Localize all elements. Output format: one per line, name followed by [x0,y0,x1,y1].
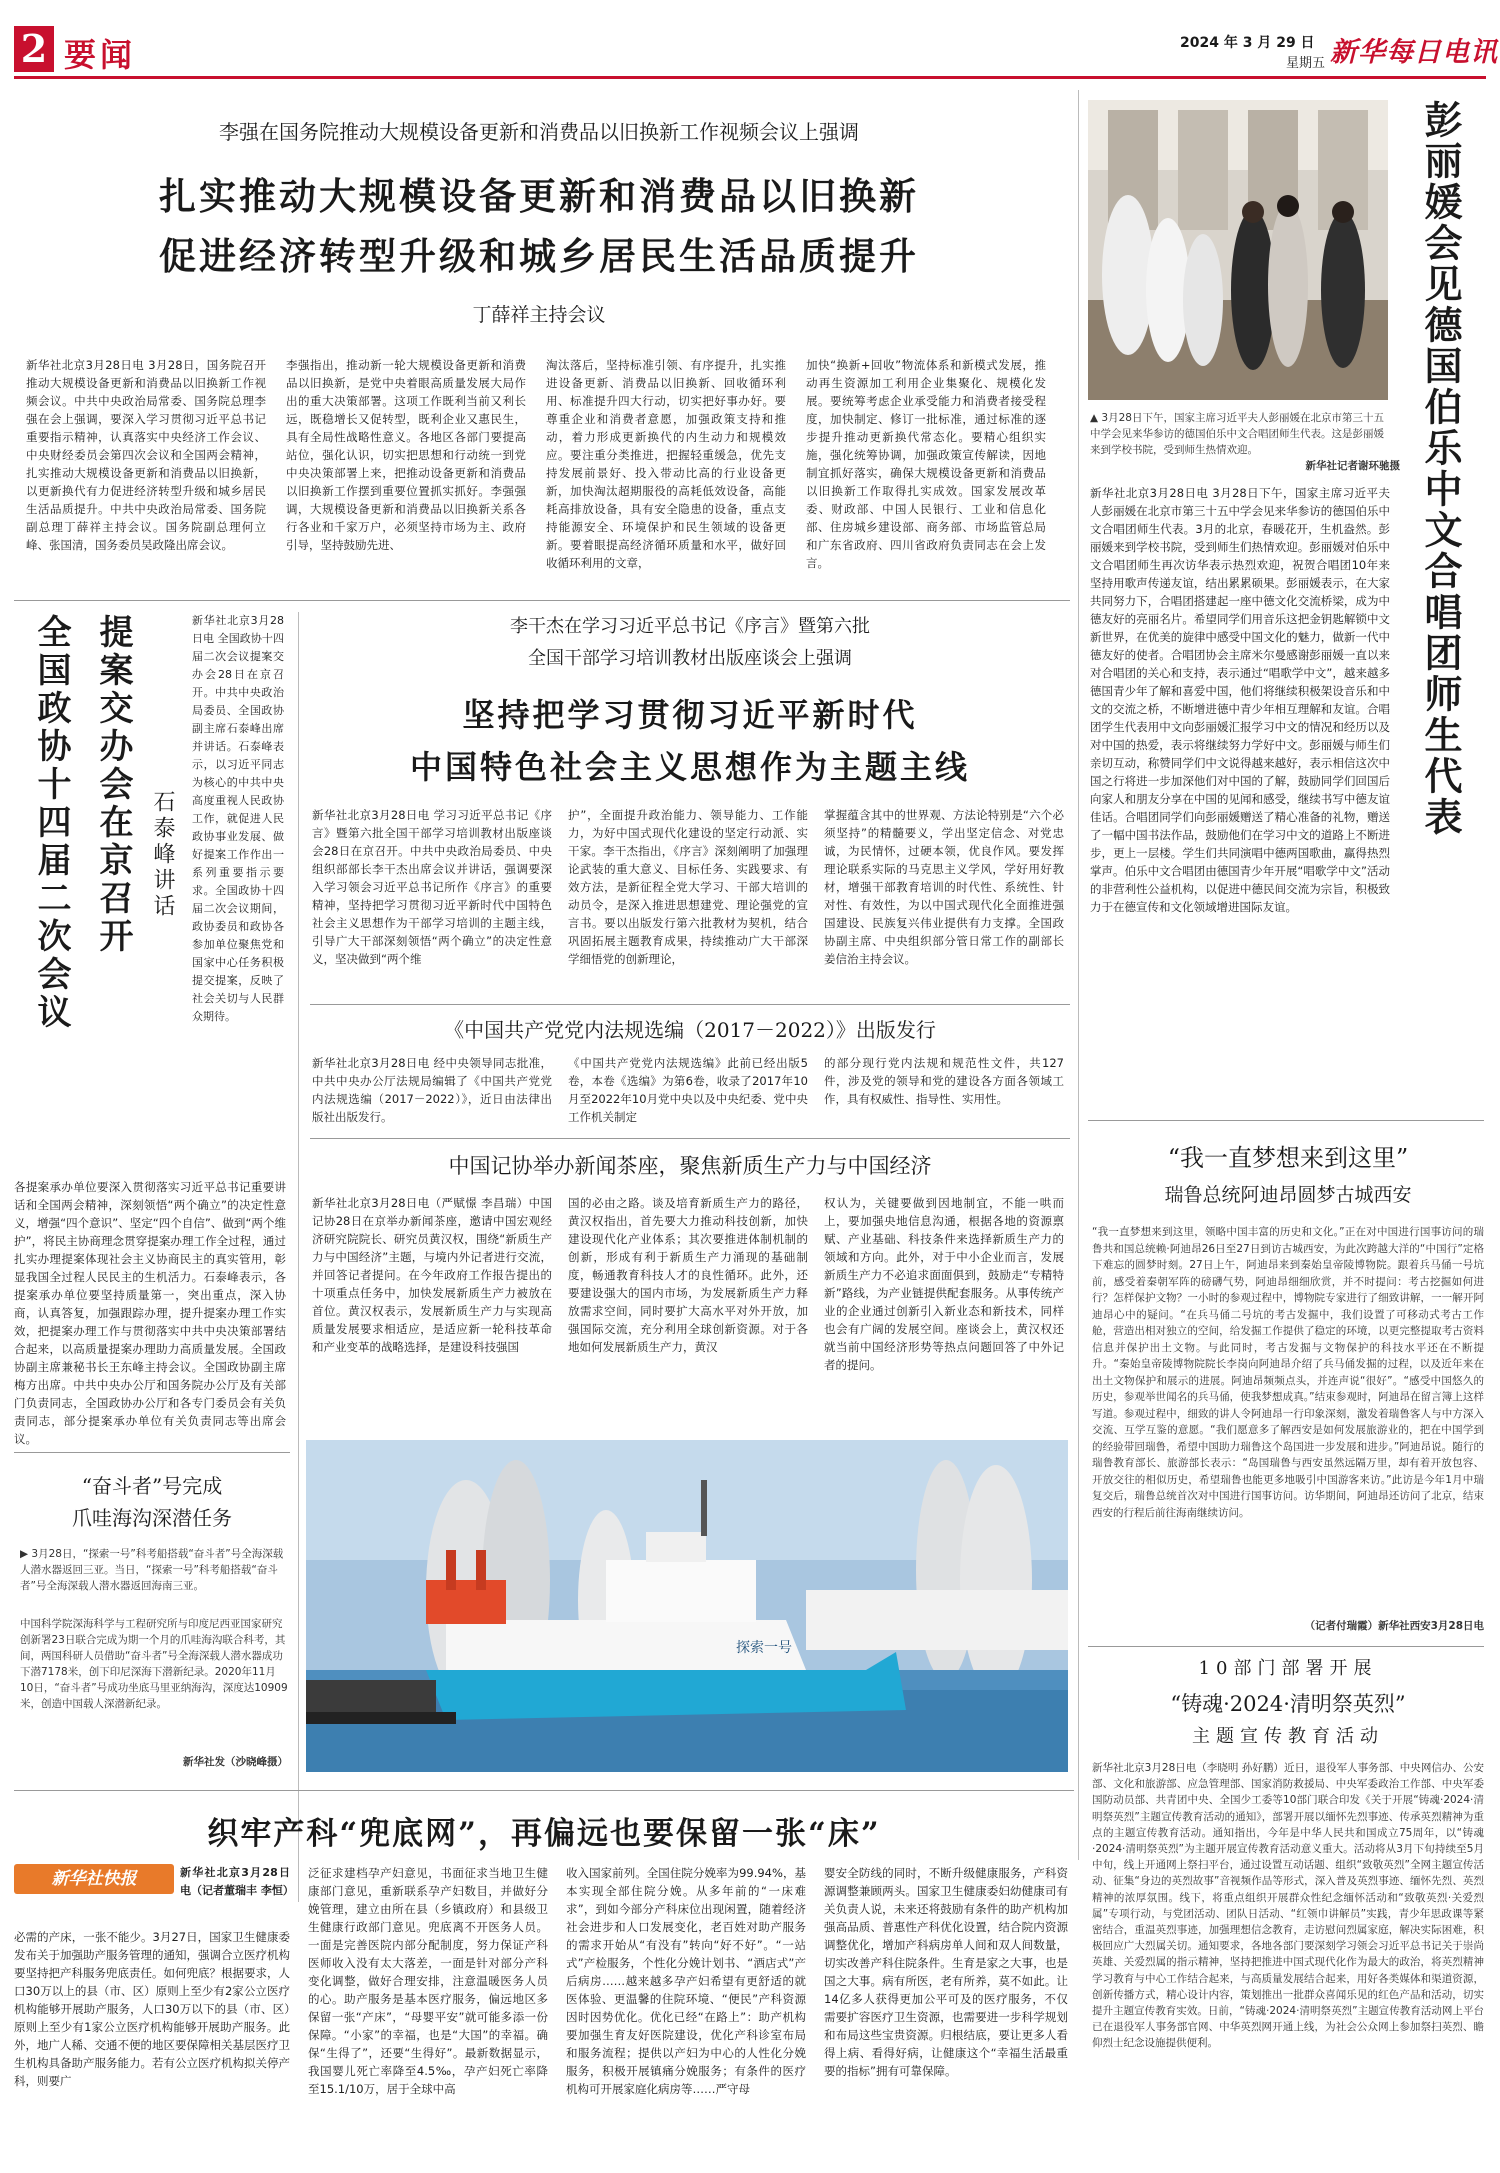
choir-photo-credit: 新华社记者谢环驰摄 [1305,460,1400,472]
dream-subtitle: 瑞鲁总统阿迪昂圆梦古城西安 [1164,1184,1412,1206]
right-column-divider [1078,90,1079,1860]
qingming-title: “铸魂·2024·清明祭英烈” [1170,1692,1406,1716]
ship-photo-illustration [306,1440,1068,1772]
regulations-title: 《中国共产党党内法规选编（2017－2022）》出版发行 [444,1018,936,1042]
right-feature-bottom-rule [1088,1120,1484,1121]
preface-column-1: 新华社北京3月28日电 学习习近平总书记《序言》暨第六批全国干部学习培训教材出版座谈会28日在京召开。中共中央政治局委员、中央组织部部长李干杰出席会议并讲话，强调要深入学习领会习近平总书记所作《序言》的重要精神，坚持把学习贯彻习近平新时代中国特色社会主义思想作为干部学习培训的主题主线，引导广大干部深刻领悟“两个确立”的决定性意义，坚决做到“两个维 [312,808,552,966]
issue-weekday: 星期五 [1286,56,1326,71]
choir-photo-illustration [1088,100,1388,400]
cppcc-speaker: 石泰峰讲话 [150,790,175,920]
lead-story [14,86,1064,570]
journalists-column-2: 国的必由之路。谈及培育新质生产力的路径，黄汉权指出，首先要大力推动科技创新，加快建设现代化产业体系；其次要推进体制机制的创新，形成有利于新质生产力涌现的基础制度，畅通教育科技人才的良性循环。此外，还要建设强大的国内市场，为发展新质生产力释放需求空间，同时要扩大高水平对外开放，加强国际交流，充分利用全球创新资源。对于各地如何发展新质生产力，黄汉 [568,1196,808,1354]
flash-badge-label: 新华社快报 [51,1869,137,1889]
postpartum-column-1: 必需的产床，一张不能少。3月27日，国家卫生健康委发布关于加强助产服务管理的通知，强调合立医疗机构要坚持把产科服务兜底责任。如何兜底？根据要求，人口30万以上的县（市、区）原则上至少有2家公立医疗机构能够开展助产服务，人口30万以下的县（市、区）原则上至少有1家公立医疗机构能够开展助产服务。此外，地广人稀、交通不便的地区要保障相关基层医疗卫生机构具备助产服务能力。若有公立医疗机构拟关停产科，则要广 [14,1930,290,2088]
cppcc-body-wide: 各提案承办单位要深入贯彻落实习近平总书记重要讲话和全国两会精神，深刻领悟“两个确立”的决定性意义，增强“四个意识”、坚定“四个自信”、做到“两个维护”，将民主协商理念贯穿提案办理工作全过程，通过扎实办理提案体现社会主义协商民主的真实管用，彰显我国全过程人民民主的生机活力。石泰峰表示，各提案承办单位要坚持质量第一，突出重点，深入协商，认真答复，加强跟踪办理，提升提案办理工作实效，把提案办理工作与贯彻落实中共中央决策部署结合起来，以高质量提案办理助力高质量发展。全国政协副主席兼秘书长王东峰主持会议。全国政协副主席梅方出席。中共中央办公厅和国务院办公厅及有关部门负责同志，全国政协办公厅和各专门委员会有关负责同志，部分提案承办单位有关负责同志等出席会议。 [14,1180,286,1446]
lead-column-3: 淘汰落后，坚持标准引领、有序提升，扎实推进设备更新、消费品以旧换新、回收循环利用、标准提升四大行动，切实把好事办好。要尊重企业和消费者意愿，加强政策支持和推动，着力形成更新换代的内生动力和规模效应。要注重分类推进，把握轻重缓急，优先支持发展前景好、投入带动比高的行业设备更新，加快淘汰超期服役的高耗低效设备，高能耗高排放设备，具有安全隐患的设备，重点支持能源安全、环境保护和民生领域的设备更新。要着眼提高经济循环质量和水平，做好回收循环利用的文章， [546,358,786,570]
journalists-title: 中国记协举办新闻茶座，聚焦新质生产力与中国经济 [448,1154,932,1178]
postpartum-column-3: 收入国家前列。全国住院分娩率为99.94%，基本实现全部住院分娩。从多年前的“一床难求”，到如今部分产科床位出现闲置，随着经济社会进步和人口发展变化，老百姓对助产服务的需求开始从“有没有”转向“好不好”。“一站式”产检服务，个性化分娩计划书、“酒店式”产后病房……越来越多孕产妇希望有更舒适的就医体验、更温馨的住院环境、“便民”产科资源因时因势优化。优化已经“在路上”：助产机构要加强生育友好医院建设，优化产科诊室布局和服务流程；提供以产妇为中心的人性化分娩服务，积极开展镇痛分娩服务；有条件的医疗机构可开展家庭化病房等……严守母 [566,1866,806,2096]
cppcc-title-right: 提案交办会在京召开 [93,614,133,956]
lead-title-line2: 促进经济转型升级和城乡居民生活品质提升 [159,234,919,278]
preface-kicker-line1: 李干杰在学习习近平总书记《序言》暨第六批 [510,616,870,637]
qingming-subtitle: 主题宣传教育活动 [1192,1726,1384,1747]
postpartum-column-2: 泛征求建档孕产妇意见，书面征求当地卫生健康部门意见，重新联系孕产妇数目，并做好分娩管理，建立由所在县（乡镇政府）和县级卫生健康行政部门意见。兜底离不开医务人员。一面是完善医院内部分配制度，努力保证产科医师收入没有太大落差，一面是针对部分产科变化调整，做好合理安排，注意温暖医务人员的心。助产服务是基本医疗服务，偏远地区多保留一张“产床”，“母婴平安”就可能多添一份保障。“小家”的幸福，也是“大国”的幸福。确保“生得了”，还要“生得好”。最新数据显示，我国婴儿死亡率降至4.5‰，孕产妇死亡率降至15.1/10万，居于全球中高 [308,1866,548,2096]
lead-subtitle: 丁薛祥主持会议 [472,304,606,326]
choir-meeting-photo [1088,100,1388,400]
journalists-column-3: 权认为，关键要做到因地制宜，不能一哄而上，要加强央地信息沟通，根据各地的资源禀赋、产业基础、科技条件来选择新质生产力的领域和方向。此外，对于中小企业而言，发展新质生产力不必追求面面俱到，鼓励走“专精特新”路线，为产业链提供配套服务。从事传统产业的企业通过创新引入新业态和新技术，同样也会有广阔的发展空间。座谈会上，黄汉权还就当前中国经济形势等热点问题回答了中外记者的提问。 [824,1196,1064,1372]
brand-logo: 新华每日电讯 [1330,37,1498,68]
dream-title: “我一直梦想来到这里” [1167,1144,1409,1172]
lead-kicker: 李强在国务院推动大规模设备更新和消费品以旧换新工作视频会议上强调 [219,120,859,144]
masthead-rule [14,76,1486,79]
submersible-credit: 新华社发（沙晓峰摄） [183,1756,288,1768]
ship-name-label: 探索一号 [736,1640,792,1656]
preface-column-2: 护”，全面提升政治能力、领导能力、工作能力，为好中国式现代化建设的坚定行动派、实干家。李干杰指出，《序言》深刻阐明了加强理论武装的重大意义、目标任务、实践要求、有效方法，是新征程全党大学习、干部大培训的动员令，是深入推进思想建党、理论强党的宣言书。要以出版发行第六批教材为契机，结合巩固拓展主题教育成果，持续推动广大干部深学细悟党的创新理论， [568,808,808,966]
submersible-title-line1: “奋斗者”号完成 [81,1474,223,1498]
section-name: 要闻 [64,36,137,74]
regulations-column-1: 新华社北京3月28日电 经中央领导同志批准，中共中央办公厅法规局编辑了《中国共产党党内法规选编（2017－2022）》，近日由法律出版社出版发行。 [312,1056,552,1124]
preface-kicker-line2: 全国干部学习培训教材出版座谈会上强调 [528,648,852,669]
dream-body: “我一直梦想来到这里，领略中国丰富的历史和文化。”正在对中国进行国事访问的瑞鲁共和国总统赖·阿迪昂26日至27日到访古城西安，为此次跨越大洋的“中国行”定格下难忘的圆梦时刻。27日上午，阿迪昂来到秦始皇帝陵博物院。跟着兵马俑一号坑前，感受着秦朝军阵的磅礴气势，阿迪昂细细欣赏，并不时提问：考古挖掘如何进行？怎样保护文物？一小时的参观过程中，博物院专家进行了细致讲解，一一解开阿迪昂心中的疑问。“在兵马俑二号坑的考古发掘中，我们设置了可移动式考古工作舱，营造出相对独立的空间，给发掘工作提供了稳定的环境，以更完整提取考古资料信息并保护出土文物。与此同时，考古发掘与文物保护的科技水平还在不断提升。“秦始皇帝陵博物院院长李岗向阿迪昂介绍了兵马俑发掘的过程，以及近年来在出土文物保护和展示的进展。阿迪昂频频点头，并连声说“很好”。“感受中国悠久的历史，参观举世闻名的兵马俑，使我梦想成真。”结束参观时，阿迪昂在留言簿上这样写道。参观过程中，细致的讲人令阿迪昂一行印象深刻，激发着瑞鲁客人与中方深入交流、互学互鉴的意愿。“我们愿意多了解西安是如何发展旅游业的，把在中国学到的经验带回瑞鲁，希望中国助力瑞鲁这个岛国进一步发展和进步。”阿迪昂说。随行的瑞鲁教育部长、旅游部长表示：“岛国瑞鲁与西安虽然远隔万里，却有着开放包容、开放交往的相似历史，希望瑞鲁也能更多地吸引中国游客来访。”此访是今年1月中瑞复交后，瑞鲁总统首次对中国进行国事访问。访华期间，阿迪昂还访问了北京，结束西安的行程后前往海南继续访问。 [1092,1226,1484,1519]
regulations-column-2: 《中国共产党党内法规选编》此前已经出版5卷，本卷《选编》为第6卷，收录了2017年10月至2022年10月党中央以及中央纪委、党中央工作机关制定 [568,1056,808,1124]
flash-badge [14,1864,174,1894]
qingming-body: 新华社北京3月28日电（李晓明 孙好鹏）近日，退役军人事务部、中央网信办、公安部、文化和旅游部、应急管理部、国家消防救援局、中央军委政治工作部、中央军委国防动员部、共青团中央、全国少工委等10部门联合印发《关于开展“铸魂·2024·清明祭英烈”主题宣传教育活动的通知》，部署开展以缅怀先烈事迹、传承英烈精神为重点的主题宣传教育活动。通知指出，今年是中华人民共和国成立75周年，以“铸魂·2024·清明祭英烈”为主题开展宣传教育活动意义重大。活动将从3月下旬持续至5月中旬，线上开通网上祭扫平台，通过设置互动话题、组织“致敬英烈”全网主题宣传活动、征集“身边的英烈故事”音视频作品等形式，深入普及英烈事迹、缅怀先烈、英烈精神的浓厚氛围。线下，将重点组织开展群众性纪念缅怀活动和“致敬英烈·关爱烈属”专项行动，与党团活动、团队日活动、“红领巾讲解员”实践，青少年思政课等紧密结合，重温英烈事迹，加强理想信念教育，走访慰问烈属家庭，解决实际困难，积极回应广大烈属关切。通知要求，各地各部门要深刻学习领会习近平总书记关于崇尚英雄、关爱烈属的指示精神，坚持把推进中国式现代化作为最大的政治，将英烈精神学习教育与中心工作结合起来，与高质量发展结合起来，用好各类媒体和渠道资源，创新传播方式，精心设计内容，策划推出一批群众喜闻乐见的红色产品和活动，切实提升主题宣传教育实效。日前，“铸魂·2024·清明祭英烈”主题宣传教育活动网上平台已在退役军人事务部官网、中华英烈网开通上线，为社会公众网上参加祭扫英烈、瞻仰烈士纪念设施提供便利。 [1092,1762,1484,2050]
preface-column-3: 掌握蕴含其中的世界观、方法论特别是“六个必须坚持”的精髓要义，学出坚定信念、对党忠诚，为民情怀，过硬本领，优良作风。要发挥理论联系实际的马克思主义学风，学好用好教材，增强干部教育培训的时代性、系统性、针对性、有效性，为以中国式现代化全面推进强国建设、民族复兴伟业提供有力支撑。全国政协副主席、中央组织部分管日常工作的副部长姜信治主持会议。 [824,808,1064,966]
qingming-kicker: 10部门部署开展 [1198,1658,1378,1679]
page-number-box [14,26,54,72]
peng-feature-title: 彭丽媛会见德国伯乐中文合唱团师生代表 [1418,100,1463,838]
peng-feature-body: 新华社北京3月28日电 3月28日下午，国家主席习近平夫人彭丽媛在北京市第三十五中学会见来华参访的德国伯乐中文合唱团师生代表。3月的北京，春暖花开，生机盎然。彭丽媛来到学校书院，受到师生们热情欢迎。彭丽媛对伯乐中文合唱团师生再次访华表示热烈欢迎，祝贺合唱团10年来坚持用歌声传递友谊，结出累累硕果。彭丽媛表示，在大家共同努力下，合唱团搭建起一座中德文化交流桥梁，成为中德友好的亮丽名片。希望同学们用音乐这把金钥匙解锁中文新世界，在优美的旋律中感受中国文化的魅力，做新一代中德友好的使者。合唱团协会主席米尔曼感谢彭丽媛一直以来对合唱团的关心和支持，表示通过“唱歌学中文”，越来越多德国青少年了解和喜爱中国，他们将继续积极架设音乐和中文的交流之桥，不断增进德中青少年相互理解和友谊。合唱团学生代表用中文向彭丽媛汇报学习中文的情况和经历以及对中国的热爱，表示将继续努力学好中文。彭丽媛与师生们亲切互动，称赞同学们中文说得越来越好，表示相信这次中国之行将进一步加深他们对中国的了解，鼓励同学们回国后向家人和朋友分享在中国的见闻和感受，继续书写中德友谊佳话。合唱团同学们向彭丽媛赠送了精心准备的礼物，赠送了一幅中国书法作品，鼓励他们在学习中文的道路上不断进步，更上一层楼。学生们共同演唱中德两国歌曲，赢得热烈掌声。伯乐中文合唱团由德国青少年开展“唱歌学中文”活动的非营利性公益机构，以促进中德民间交流为宗旨，积极致力于在德宣传和文化领域增进国际友谊。 [1090,486,1390,914]
dream-bottom-rule [1088,1646,1484,1647]
cppcc-title-left: 全国政协十四届二次会议 [31,614,71,1032]
bottom-story-top-rule [14,1790,1074,1791]
cppcc-body-narrow: 新华社北京3月28日电 全国政协十四届二次会议提案交办会28日在京召开。中共中央政治局委员、全国政协副主席石泰峰出席并讲话。石泰峰表示，以习近平同志为核心的中共中央高度重视人民政协工作，就促进人民政协事业发展、做好提案工作作出一系列重要指示要求。全国政协十四届二次会议期间，政协委员和政协各参加单位聚焦党和国家中心任务积极提交提案，反映了社会关切与人民群众期待。 [192,614,284,1023]
lead-title-line1: 扎实推动大规模设备更新和消费品以旧换新 [159,174,919,218]
lead-column-2: 李强指出，推动新一轮大规模设备更新和消费品以旧换新，是党中央着眼高质量发展大局作出的重大决策部署。这项工作既利当前又利长远，既稳增长又促转型，既利企业又惠民生，具有全局性战略性意义。各地区各部门要提高站位，强化认识，切实把思想和行动统一到党中央决策部署上来，把推动设备更新和消费品以旧换新工作摆到重要位置抓实抓好。李强强调，大规模设备更新和消费品以旧换新关系各行各业和千家万户，必须坚持市场为主、政府引导，坚持鼓励先进、 [286,358,526,552]
choir-photo-caption: ▲ 3月28日下午，国家主席习近平夫人彭丽媛在北京市第三十五中学会见来华参访的德国伯乐中文合唱团师生代表。这是彭丽媛来到学校书院，受到师生热情欢迎。 [1090,412,1384,456]
preface-title-line2: 中国特色社会主义思想作为主题主线 [409,748,970,786]
submersible-body: 中国科学院深海科学与工程研究所与印度尼西亚国家研究创新署23日联合完成为期一个月的爪哇海沟联合科考，其间，两国科研人员借助“奋斗者”号全海深载人潜水器成功下潜7178米，创下印尼深海下潜新纪录。2020年11月10日，“奋斗者”号成功坐底马里亚纳海沟，深度达10909米，创造中国载人深潜新纪录。 [20,1618,288,1710]
lead-column-4: 加快“换新+回收”物流体系和新模式发展，推动再生资源加工利用企业集聚化、规模化发展。要统筹考虑企业承受能力和消费者接受程度，加快制定、修订一批标准，通过标准的逐步提升推动更新换代常态化。要精心组织实施，强化统筹协调，加强政策宣传解读，因地制宜抓好落实，确保大规模设备更新和消费品以旧换新工作取得扎实成效。国家发展改革委、财政部、中国人民银行、工业和信息化部、住房城乡建设部、商务部、市场监管总局和广东省政府、四川省政府负责同志在会上发言。 [806,358,1046,570]
submersible-caption: ▶ 3月28日，“探索一号”科考船搭载“奋斗者”号全海深载人潜水器返回三亚。当日，“探索一号”科考船搭载“奋斗者”号全海深载人潜水器返回海南三亚。 [20,1548,284,1592]
lead-column-1: 新华社北京3月28日电 3月28日，国务院召开推动大规模设备更新和消费品以旧换新工作视频会议。中共中央政治局常委、国务院总理李强在会上强调，要深入学习贯彻习近平总书记重要指示精神，认真落实中央经济工作会议、中央财经委员会第四次会议和全国两会精神，扎实推动大规模设备更新和消费品以旧换新，以更新换代有力促进经济转型升级和城乡居民生活品质提升。中共中央政治局常委、国务院副总理丁薛祥主持会议。国务院副总理何立峰、张国清，国务委员吴政隆出席会议。 [26,358,266,552]
left-column-divider [298,612,299,1902]
submersible-top-rule [14,1452,290,1453]
issue-date: 2024 年 3 月 29 日 [1180,35,1315,51]
regulations-bottom-rule [310,1138,1070,1139]
preface-title-line1: 坚持把学习贯彻习近平新时代 [462,696,918,734]
postpartum-title: 织牢产科“兜底网”，再偏远也要保留一张“床” [207,1816,881,1852]
preface-bottom-rule [310,1004,1070,1005]
lead-bottom-rule [14,600,1070,601]
journalists-column-1: 新华社北京3月28日电（严赋憬 李昌瑞）中国记协28日在京举办新闻茶座，邀请中国宏观经济研究院院长、研究员黄汉权，围绕“新质生产力与中国经济”主题，与境内外记者进行交流，并回答记者提问。在今年政府工作报告提出的十项重点任务中，加快发展新质生产力被放在首位。黄汉权表示，发展新质生产力与实现高质量发展要求相适应，是适应新一轮科技革命和产业变革的战略选择，是建设科技强国 [312,1196,552,1354]
postpartum-byline: 新华社北京3月28日电（记者董瑞丰 李恒） [180,1866,294,1897]
submersible-title-line2: 爪哇海沟深潜任务 [72,1506,232,1530]
page-number: 2 [20,26,48,71]
regulations-column-3: 的部分现行党内法规和规范性文件，共127件，涉及党的领导和党的建设各方面各领域工作，具有权威性、指导性、实用性。 [824,1056,1064,1106]
postpartum-column-4: 婴安全防线的同时，不断升级健康服务，产科资源调整兼顾两头。国家卫生健康委妇幼健康司有关负责人说，未来还将鼓励有条件的助产机构加强高品质、普惠性产科优化设置，结合院内资源调整优化，增加产科病房单人间和双人间数量，切实改善产科住院条件。生育是家之大事，也是国之大事。病有所医，老有所养，莫不如此。让14亿多人获得更加公平可及的医疗服务，不仅需要扩容医疗卫生资源，也需要进一步科学规划和布局这些宝贵资源。归根结底，要让更多人看得上病、看得好病，让健康这个“幸福生活最重要的指标”拥有可靠保障。 [824,1866,1068,2078]
research-ship-photo [306,1440,1068,1772]
dream-credit: （记者付瑞霞）新华社西安3月28日电 [1304,1620,1484,1632]
